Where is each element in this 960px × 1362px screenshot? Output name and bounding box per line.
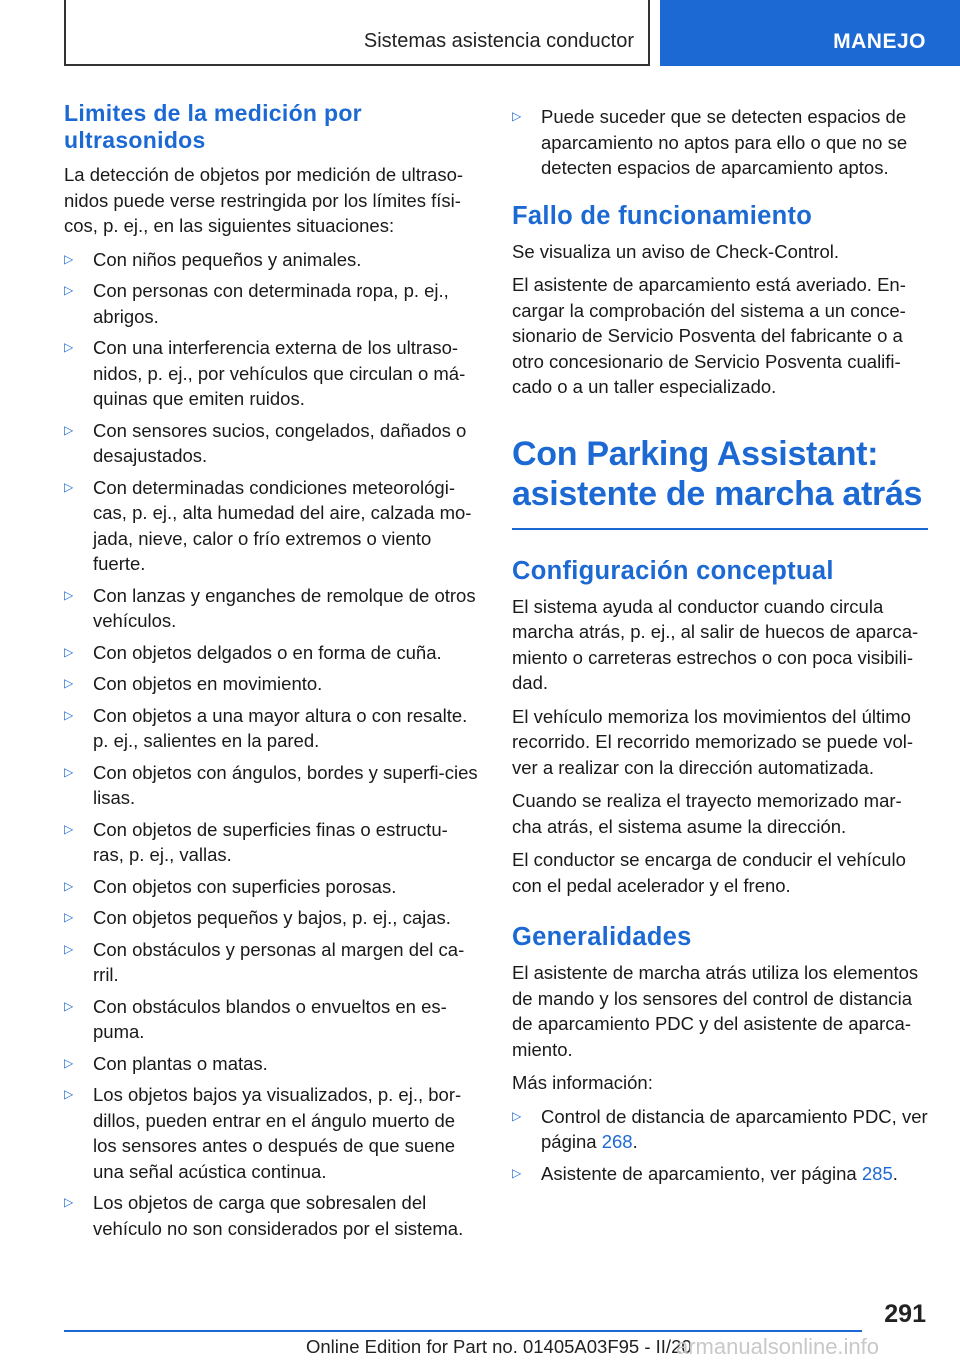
list-item (64, 1082, 478, 1184)
page-number: 291 (884, 1300, 926, 1328)
bullet-triangle-icon: ▷ (64, 676, 74, 690)
bullet-triangle-icon: ▷ (64, 998, 74, 1013)
general-paragraph-2: Más información: (512, 1072, 653, 1093)
bullet-triangle-icon: ▷ (64, 422, 74, 437)
list-item-text: Con plantas o matas. (93, 1052, 268, 1074)
list-item-text: Con objetos delgados o en forma de cuña. (93, 641, 442, 663)
fault-paragraph-2: El asistente de aparcamiento está averiado. En‐cargar la comprobación del sistema a un conce‐sionario de Servicio Posventa del fabricante o a otro concesionario de Servicio Posventa cualifi‐cado o a un taller especializado. (512, 274, 906, 397)
list-item (512, 1104, 928, 1155)
bullet-triangle-icon: ▷ (64, 1195, 74, 1209)
bullet-triangle-icon: ▷ (64, 1055, 74, 1070)
list-item (64, 874, 478, 900)
general-paragraph-1: El asistente de marcha atrás utiliza los elementos de mando y los sensores del control de distancia de aparcamiento PDC y del asistente de aparca‐miento. (512, 962, 919, 1060)
bullet-triangle-icon: ▷ (64, 1087, 74, 1101)
list-item (64, 1051, 478, 1077)
list-item (512, 1161, 928, 1187)
list-item (64, 671, 478, 697)
list-item (64, 583, 478, 634)
bullet-triangle-icon: ▷ (64, 878, 74, 893)
watermark-brand: armanualsonline.info (676, 1334, 880, 1359)
list-item (64, 905, 478, 931)
list-item-text: Con personas con determinada ropa, p. ej., abrigos. (93, 280, 449, 327)
fault-heading: Fallo de funcionamiento (512, 201, 813, 230)
list-item-text: Con objetos con superficies porosas. (93, 875, 397, 897)
concept-paragraph-1: El sistema ayuda al conductor cuando circula marcha atrás, p. ej., al salir de huecos de aparca‐miento o carreteras estrechos o con poca visibili‐dad. (512, 595, 919, 693)
list-item (64, 278, 478, 329)
list-item-text: Con objetos con ángulos, bordes y superfi‐cies lisas. (93, 761, 478, 808)
bullet-triangle-icon: ▷ (64, 479, 74, 494)
bullet-triangle-icon: ▷ (512, 109, 522, 123)
bullet-triangle-icon: ▷ (64, 283, 74, 297)
list-item-text: Con una interferencia externa de los ultraso‐nidos, p. ej., por vehículos que circulan o má‐quinas que emiten ruidos. (93, 337, 466, 409)
section-title: Sistemas asistencia conductor (363, 30, 634, 52)
list-item (512, 104, 928, 181)
page-link-285[interactable]: 285 (861, 1162, 893, 1184)
concept-paragraph-2: El vehículo memoriza los movimientos del último recorrido. El recorrido memorizado se puede vol‐ver a realizar con la dirección automatizada. (512, 705, 914, 778)
bullet-triangle-icon: ▷ (64, 821, 74, 836)
list-item (64, 1190, 478, 1241)
list-item-text: Con obstáculos blandos o envueltos en es‐puma. (93, 995, 447, 1042)
right-column (512, 100, 928, 1192)
edition-note: Online Edition for Part no. 01405A03F95 - II/20 (306, 1336, 692, 1357)
list-item-text: Con objetos de superficies finas o estructu‐ras, p. ej., vallas. (93, 818, 448, 865)
list-item (64, 994, 478, 1045)
ref-parking-text: Asistente de aparcamiento, ver página (541, 1162, 857, 1184)
concept-paragraph-4: El conductor se encarga de conducir el vehículo con el pedal acelerador y el freno. (512, 849, 906, 896)
bullet-triangle-icon: ▷ (64, 910, 74, 924)
list-item-text: Con objetos a una mayor altura o con resalte. p. ej., salientes en la pared. (93, 704, 468, 751)
limits-list (64, 247, 478, 1242)
list-item (64, 475, 478, 577)
list-item-text: Los objetos bajos ya visualizados, p. ej., bor‐dillos, pueden entrar en el ángulo muerto de los sensores antes o después de que suene una señal acústica continua. (93, 1084, 462, 1182)
bullet-triangle-icon: ▷ (512, 1108, 522, 1123)
continued-list (512, 104, 928, 181)
list-item-text: Puede suceder que se detecten espacios de aparcamiento no aptos para ello o que no se detecten espacios de aparcamiento aptos. (541, 106, 908, 178)
bullet-triangle-icon: ▷ (64, 587, 74, 602)
footer-rule (64, 1330, 862, 1332)
ref-parking-period: . (892, 1162, 898, 1184)
page-link-268[interactable]: 268 (601, 1131, 633, 1152)
more-info-list (512, 1104, 928, 1187)
bullet-triangle-icon: ▷ (64, 644, 74, 659)
list-item (64, 760, 478, 811)
concept-paragraph-3: Cuando se realiza el trayecto memorizado mar‐cha atrás, el sistema asume la dirección. (512, 790, 902, 837)
list-item-text: Con sensores sucios, congelados, dañados o desajustados. (93, 419, 467, 466)
ultrasonic-limits-heading: Limites de la medición por ultrasonidos (64, 100, 362, 153)
list-item-text: Con niños pequeños y animales. (93, 248, 362, 270)
ultrasonic-limits-intro: La detección de objetos por medición de ultraso‐nidos puede verse restringida por los límites físi‐cos, p. ej., en las siguientes situaciones: (64, 164, 464, 236)
list-item-text: Los objetos de carga que sobresalen del vehículo no son considerados por el sistema. (93, 1192, 464, 1239)
list-item-text: Con obstáculos y personas al margen del ca‐rril. (93, 938, 465, 985)
concept-heading: Configuración conceptual (512, 556, 834, 585)
list-item (64, 247, 478, 273)
list-item-text: Con objetos en movimiento. (93, 673, 323, 694)
chapter-heading-rule (512, 528, 928, 530)
general-heading: Generalidades (512, 923, 692, 951)
list-item (64, 418, 478, 469)
list-item-text: Con objetos pequeños y bajos, p. ej., cajas. (93, 907, 451, 928)
bullet-triangle-icon: ▷ (64, 251, 74, 266)
bullet-triangle-icon: ▷ (64, 340, 74, 354)
list-item-text: Con determinadas condiciones meteorológi‐cas, p. ej., alta humedad del aire, calzada mo‐jada, nieve, calor o frío extremos o viento fuerte. (93, 476, 472, 574)
list-item (64, 640, 478, 666)
list-item (64, 703, 478, 754)
ref-pdc-text: Control de distancia de aparcamiento PDC, ver página (541, 1105, 928, 1152)
bullet-triangle-icon: ▷ (512, 1165, 522, 1180)
left-column (64, 100, 478, 1247)
bullet-triangle-icon: ▷ (64, 764, 74, 779)
bullet-triangle-icon: ▷ (64, 707, 74, 722)
list-item-text: Con lanzas y enganches de remolque de otros vehículos. (93, 584, 476, 631)
list-item (64, 817, 478, 868)
list-item (64, 335, 478, 412)
ref-pdc-period: . (632, 1131, 638, 1152)
chapter-tab-label: MANEJO (833, 30, 926, 53)
chapter-tab[interactable] (660, 0, 960, 66)
chapter-heading: Con Parking Assistant: asistente de marcha atrás (512, 434, 923, 513)
fault-paragraph-1: Se visualiza un aviso de Check-Control. (512, 240, 839, 262)
list-item (64, 937, 478, 988)
bullet-triangle-icon: ▷ (64, 941, 74, 956)
